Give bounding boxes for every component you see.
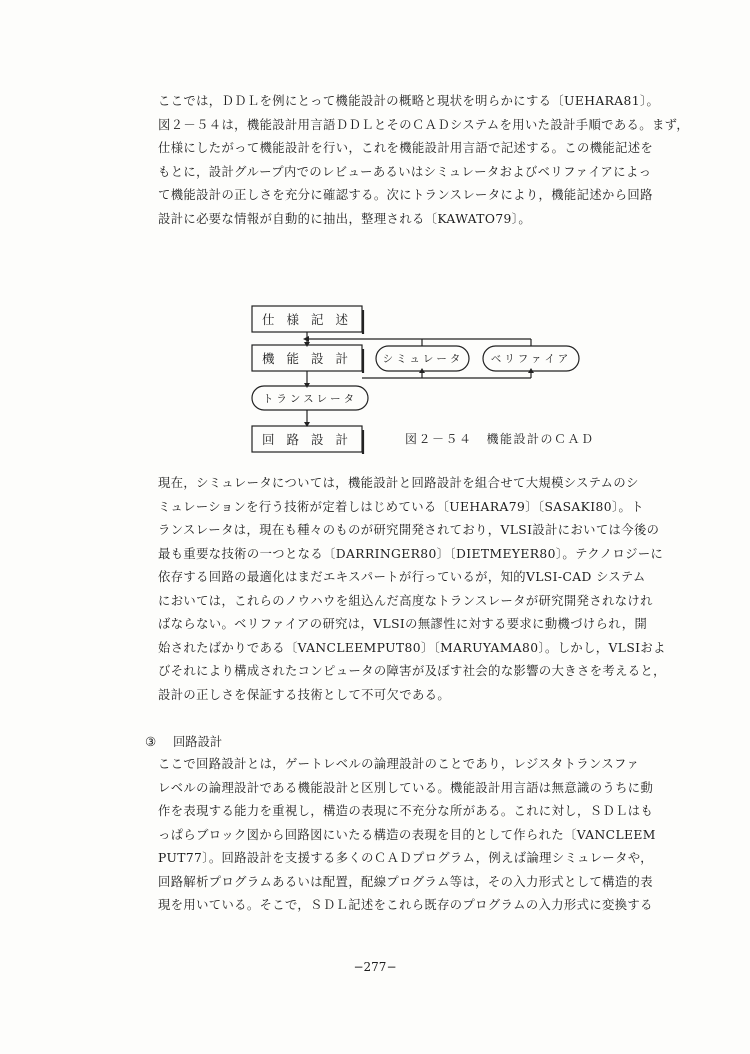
text-line: 作を表現する能力を重視し，構造の表現に不充分な所がある。これに対し，ＳＤＬはも [158, 804, 654, 818]
paragraph-simulator-status [158, 472, 706, 707]
text-line: て機能設計の正しさを充分に確認する。次にトランスレータにより，機能記述から回路 [158, 188, 653, 202]
text-line: レベルの論理設計である機能設計と区別している。機能設計用言語は無意識のうちに動 [158, 780, 654, 795]
text-line: 始されたばかりである〔VANCLEEMPUT80〕〔MARUYAMA80〕。しかし，VLSIおよ [158, 640, 666, 655]
verifier-label: ベリファイア [490, 353, 572, 365]
func-box-label: 機 能 設 計 [262, 351, 352, 366]
simulator-pill-frame [376, 346, 469, 371]
text-line: もとに，設計グループ内でのレビューあるいはシミュレータおよびベリファイアによっ [158, 164, 652, 179]
text-line: びそれにより構成されたコンピュータの障害が及ぼす社会的な影響の大きさを考えると， [158, 664, 666, 678]
arrowhead-func [304, 342, 310, 347]
translator-label: トランスレータ [262, 393, 358, 405]
section-heading [145, 731, 222, 753]
func-box-frame [252, 345, 362, 371]
paragraph-circuit-design [158, 753, 706, 918]
text-line: っぱらブロック図から回路図にいたる構造の表現を目的として作られた〔VANCLEEM [158, 827, 656, 842]
section-title: 回路設計 [173, 735, 223, 749]
text-line: ミュレーションを行う技術が定着しはじめている〔UEHARA79〕〔SASAKI80〕。ト [158, 499, 644, 514]
text-line: 仕様にしたがって機能設計を行い，これを機能設計用言語で記述する。この機能記述を [158, 141, 654, 155]
circuit-box-frame [252, 426, 362, 452]
section-number: ③ [145, 735, 157, 749]
figure-caption [405, 430, 609, 447]
text-line: ばならない。ベリファイアの研究は，VLSIの無謬性に対する要求に動機づけられ，開 [158, 617, 648, 631]
page-number: −277− [353, 960, 397, 974]
text-line: 現を用いている。そこで，ＳＤＬ記述をこれら既存のプログラムの入力形式に変換する [158, 898, 653, 912]
text-line: ランスレータは，現在も種々のものが研究開発されており，VLSI設計においては今後の [158, 523, 660, 537]
figure-number: 図２－５４ [405, 432, 473, 446]
arrowhead-simulator [419, 368, 425, 373]
text-line: 設計に必要な情報が自動的に抽出，整理される〔KAWATO79〕。 [158, 211, 532, 226]
text-line: 図２－５４は，機能設計用言語ＤＤＬとそのＣＡＤシステムを用いた設計手順である。まず， [158, 117, 690, 132]
arrowhead-feedback [303, 336, 309, 342]
arrowhead-translator [304, 383, 310, 388]
spec-box-frame [252, 306, 362, 332]
text-line: 回路解析プログラムあるいは配置，配線プログラム等は，その入力形式として構造的表 [158, 874, 653, 889]
paragraph-ddl-intro [158, 90, 706, 231]
spec-box-label: 仕 様 記 述 [262, 312, 352, 327]
verifier-pill-frame [483, 346, 579, 371]
text-line: ここで回路設計とは，ゲートレベルの論理設計のことであり，レジスタトランスファ [158, 757, 640, 771]
arrowhead-circuit [304, 422, 310, 427]
simulator-label: シミュレータ [382, 353, 464, 365]
text-line: 最も重要な技術の一つとなる〔DARRINGER80〕〔DIETMEYER80〕。テクノロジーに [158, 546, 664, 561]
translator-pill-frame [252, 386, 368, 410]
text-line: 現在，シミュレータについては，機能設計と回路設計を組合せて大規模システムのシ [158, 476, 639, 490]
text-line: 依存する回路の最適化はまだエキスパートが行っているが，知的VLSI-CAD システム [158, 570, 646, 584]
text-line: においては，これらのノウハウを組込んだ高度なトランスレータが研究開発されなけれ [158, 593, 653, 608]
text-line: 設計の正しさを保証する技術として不可欠である。 [158, 687, 451, 702]
circuit-box-label: 回 路 設 計 [262, 432, 352, 447]
arrowhead-verifier [528, 368, 534, 373]
text-line: PUT77〕。回路設計を支援する多くのＣＡＤプログラム，例えば論理シミュレータや， [158, 851, 653, 865]
figure-title: 機能設計のＣＡＤ [486, 432, 595, 446]
text-line: ここでは，ＤＤＬを例にとって機能設計の概略と現状を明らかにする〔UEHARA81〕。 [158, 94, 660, 108]
